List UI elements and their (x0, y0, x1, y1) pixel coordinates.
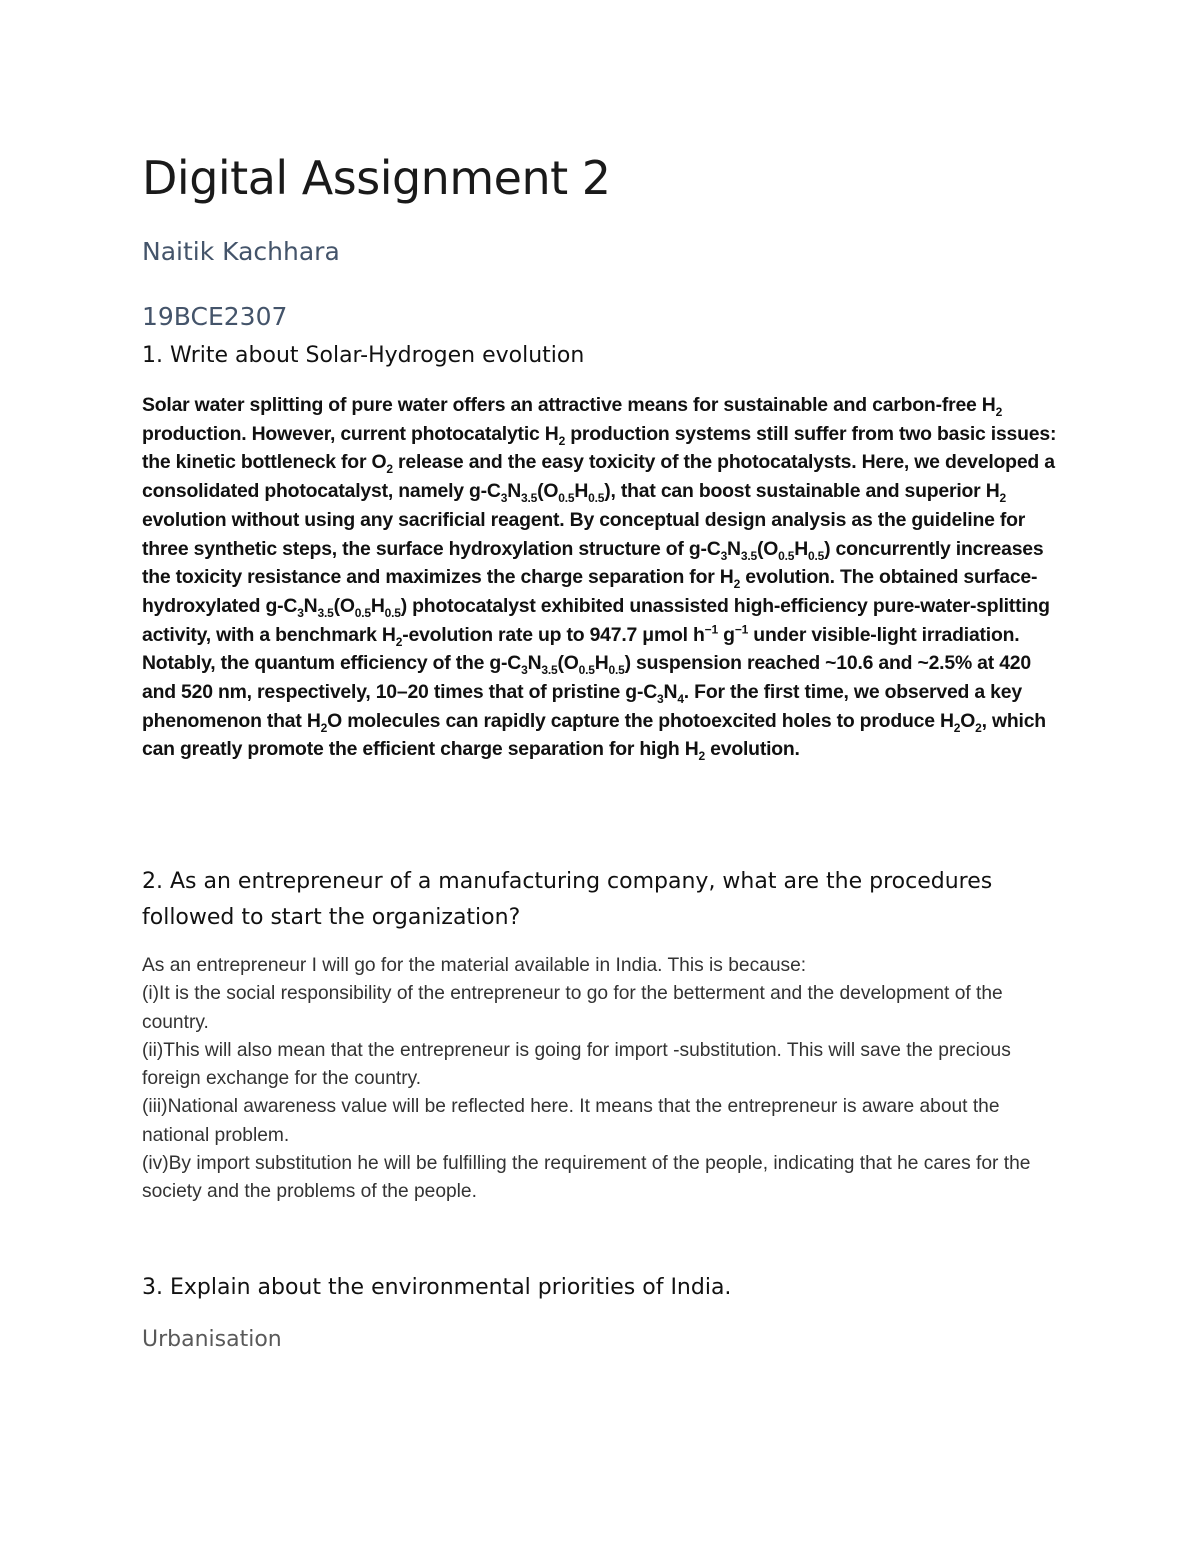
question-2-heading: 2. As an entrepreneur of a manufacturing company, what are the procedures followed to start the organization? (142, 869, 993, 930)
answer-point: (iii)National awareness value will be reflected here. It means that the entrepreneur is aware about the national problem. (142, 1096, 1000, 1146)
question-3-heading: 3. Explain about the environmental priorities of India. (142, 1275, 732, 1300)
answer-point: (iv)By import substitution he will be fulfilling the requirement of the people, indicating that he cares for the society and the problems of the people. (142, 1153, 1031, 1203)
registration-number: 19BCE2307 (142, 302, 288, 331)
answer-point: (ii)This will also mean that the entrepreneur is going for import -substitution. This will save the precious foreign exchange for the country. (142, 1039, 1011, 1090)
document-title: Digital Assignment 2 (142, 151, 611, 205)
question-2-answer (142, 952, 1067, 1207)
question-1-answer: Solar water splitting of pure water offers an attractive means for sustainable and carbon-free $H_2$ production. However, current photocatalytic $H_2$ production systems still suffer from two basic issues: the kinetic bottleneck for $O_2$ release and the easy toxicity of the photocatalysts. Here, we developed a consolidated photocatalyst, namely $g-C_3N_{3.5}(O_{0.5}H_{0.5})$, that can boost sustainable and superior $H_2$ evolution without using any sacrificial reagent. By conceptual design analysis as the guideline for three synthetic steps, the surface hydroxylation structure of $g-C_3N_{3.5}(O_{0.5}H_{0.5})$ concurrently increases the toxicity resistance and maximizes the charge separation for $H_2$ evolution. The obtained surface-hydroxylated $g-C_3N_{3.5}(O_{0.5}H_{0.5})$ photocatalyst exhibited unassisted high-efficiency pure-water-splitting activity, with a benchmark $H_2$-evolution rate up to 947.7 μmol $h^{-1}$ $g^{-1}$ under visible-light irradiation. Notably, the quantum efficiency of the $g-C_3N_{3.5}(O_{0.5}H_{0.5})$ suspension reached ~10.6 and ~2.5% at 420 and 520 nm, respectively, 10–20 times that of pristine $g-C_3N_4$. For the first time, we observed a key phenomenon that $H_2O$ molecules can rapidly capture the photoexcited holes to produce $H_2O_2$, which can greatly promote the efficient charge separation for high $H_2$ evolution. (142, 394, 1057, 764)
answer-intro: As an entrepreneur I will go for the material available in India. This is because: (142, 955, 807, 976)
answer-point: (i)It is the social responsibility of the entrepreneur to go for the betterment and the development of the country. (142, 983, 1003, 1033)
author-name: Naitik Kachhara (142, 237, 340, 266)
question-1-heading: 1. Write about Solar-Hydrogen evolution (142, 343, 585, 368)
question-3-subheading: Urbanisation (142, 1327, 282, 1352)
